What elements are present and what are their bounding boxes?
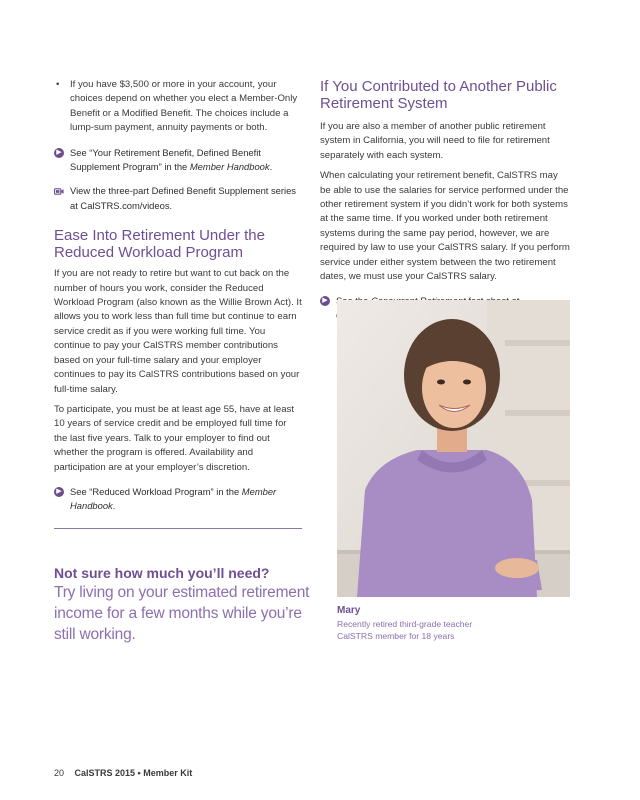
bullet-dot: •	[56, 79, 60, 90]
divider	[54, 528, 302, 529]
bullet-text: If you have $3,500 or more in your account, your choices depend on whether you elect a Member-Only Benefit or a Modified Benefit. The choices include a lump-sum payment, annuity payments or both.	[70, 79, 298, 134]
arrow-right-circle-icon: ▶	[54, 148, 64, 158]
arrow-right-circle-icon: ▶	[54, 487, 64, 497]
callout-title: Not sure how much you’ll need?	[54, 565, 270, 581]
reference-period: .	[112, 500, 116, 512]
callout-body: Try living on your estimated retirement income for a few months while you’re still working.	[54, 584, 310, 643]
handbook-title: Member Handbook	[70, 485, 277, 512]
left-column	[54, 78, 302, 514]
video-reference	[54, 184, 302, 213]
arrow-right-circle-icon: ▶	[320, 296, 330, 306]
reference-text: See “Your Retirement Benefit, Defined Benefit Supplement Program” in the	[70, 146, 261, 173]
reference-period: .	[269, 161, 273, 173]
caption-name: Mary	[337, 605, 361, 616]
caption-role: Recently retired third-grade teacher	[337, 619, 473, 629]
body-paragraph: To participate, you must be at least age 55, have at least 10 years of service credit and be employed full time for the last five years. Talk to your employer to find out whether the program is offered. Availability and participation are at your employer’s discretion.	[54, 403, 294, 473]
caption-membership: CalSTRS member for 18 years	[337, 631, 455, 641]
page-number: 20	[54, 768, 65, 778]
footer-title: CalSTRS 2015 • Member Kit	[74, 768, 193, 778]
handbook-title: Member Handbook	[189, 161, 270, 173]
reference-text: See “Reduced Workload Program” in the	[70, 485, 242, 497]
video-link-text[interactable]: View the three-part Defined Benefit Supplement series at CalSTRS.com/videos.	[70, 185, 296, 211]
handbook-reference	[54, 485, 302, 514]
member-photo-illustration	[337, 300, 570, 597]
photo-caption	[337, 604, 570, 642]
body-paragraph: If you are not ready to retire but want to cut back on the number of hours you work, consider the Reduced Workload Program (also known as the Willie Brown Act). It allows you to work less than full time but continue to earn service credit as if you were working full time. You continue to pay your CalSTRS member contributions based on your full-time salary and your employer continues to pay its CalSTRS contributions based on your full-time salary.	[54, 268, 302, 395]
bullet-item	[54, 78, 302, 136]
section-heading: If You Contributed to Another Public Retirement System	[320, 78, 557, 112]
page-footer	[54, 768, 192, 778]
handbook-reference	[54, 146, 302, 175]
body-paragraph: If you are also a member of another public retirement system in California, you will need to file for retirement separately with each system.	[320, 121, 550, 161]
member-photo	[337, 300, 570, 597]
video-camera-icon	[54, 186, 64, 196]
section-heading: Ease Into Retirement Under the Reduced Workload Program	[54, 227, 265, 262]
right-column	[320, 78, 570, 323]
body-paragraph: When calculating your retirement benefit, CalSTRS may be able to use the salaries for service performed under the other retirement system if you didn’t work for both systems at the same time. If you worked under both retirement systems during the same pay period, however, we are required by law to use your CalSTRS salary. If you perform service under either system between the two retirement dates, we must use your CalSTRS salary.	[320, 170, 570, 283]
